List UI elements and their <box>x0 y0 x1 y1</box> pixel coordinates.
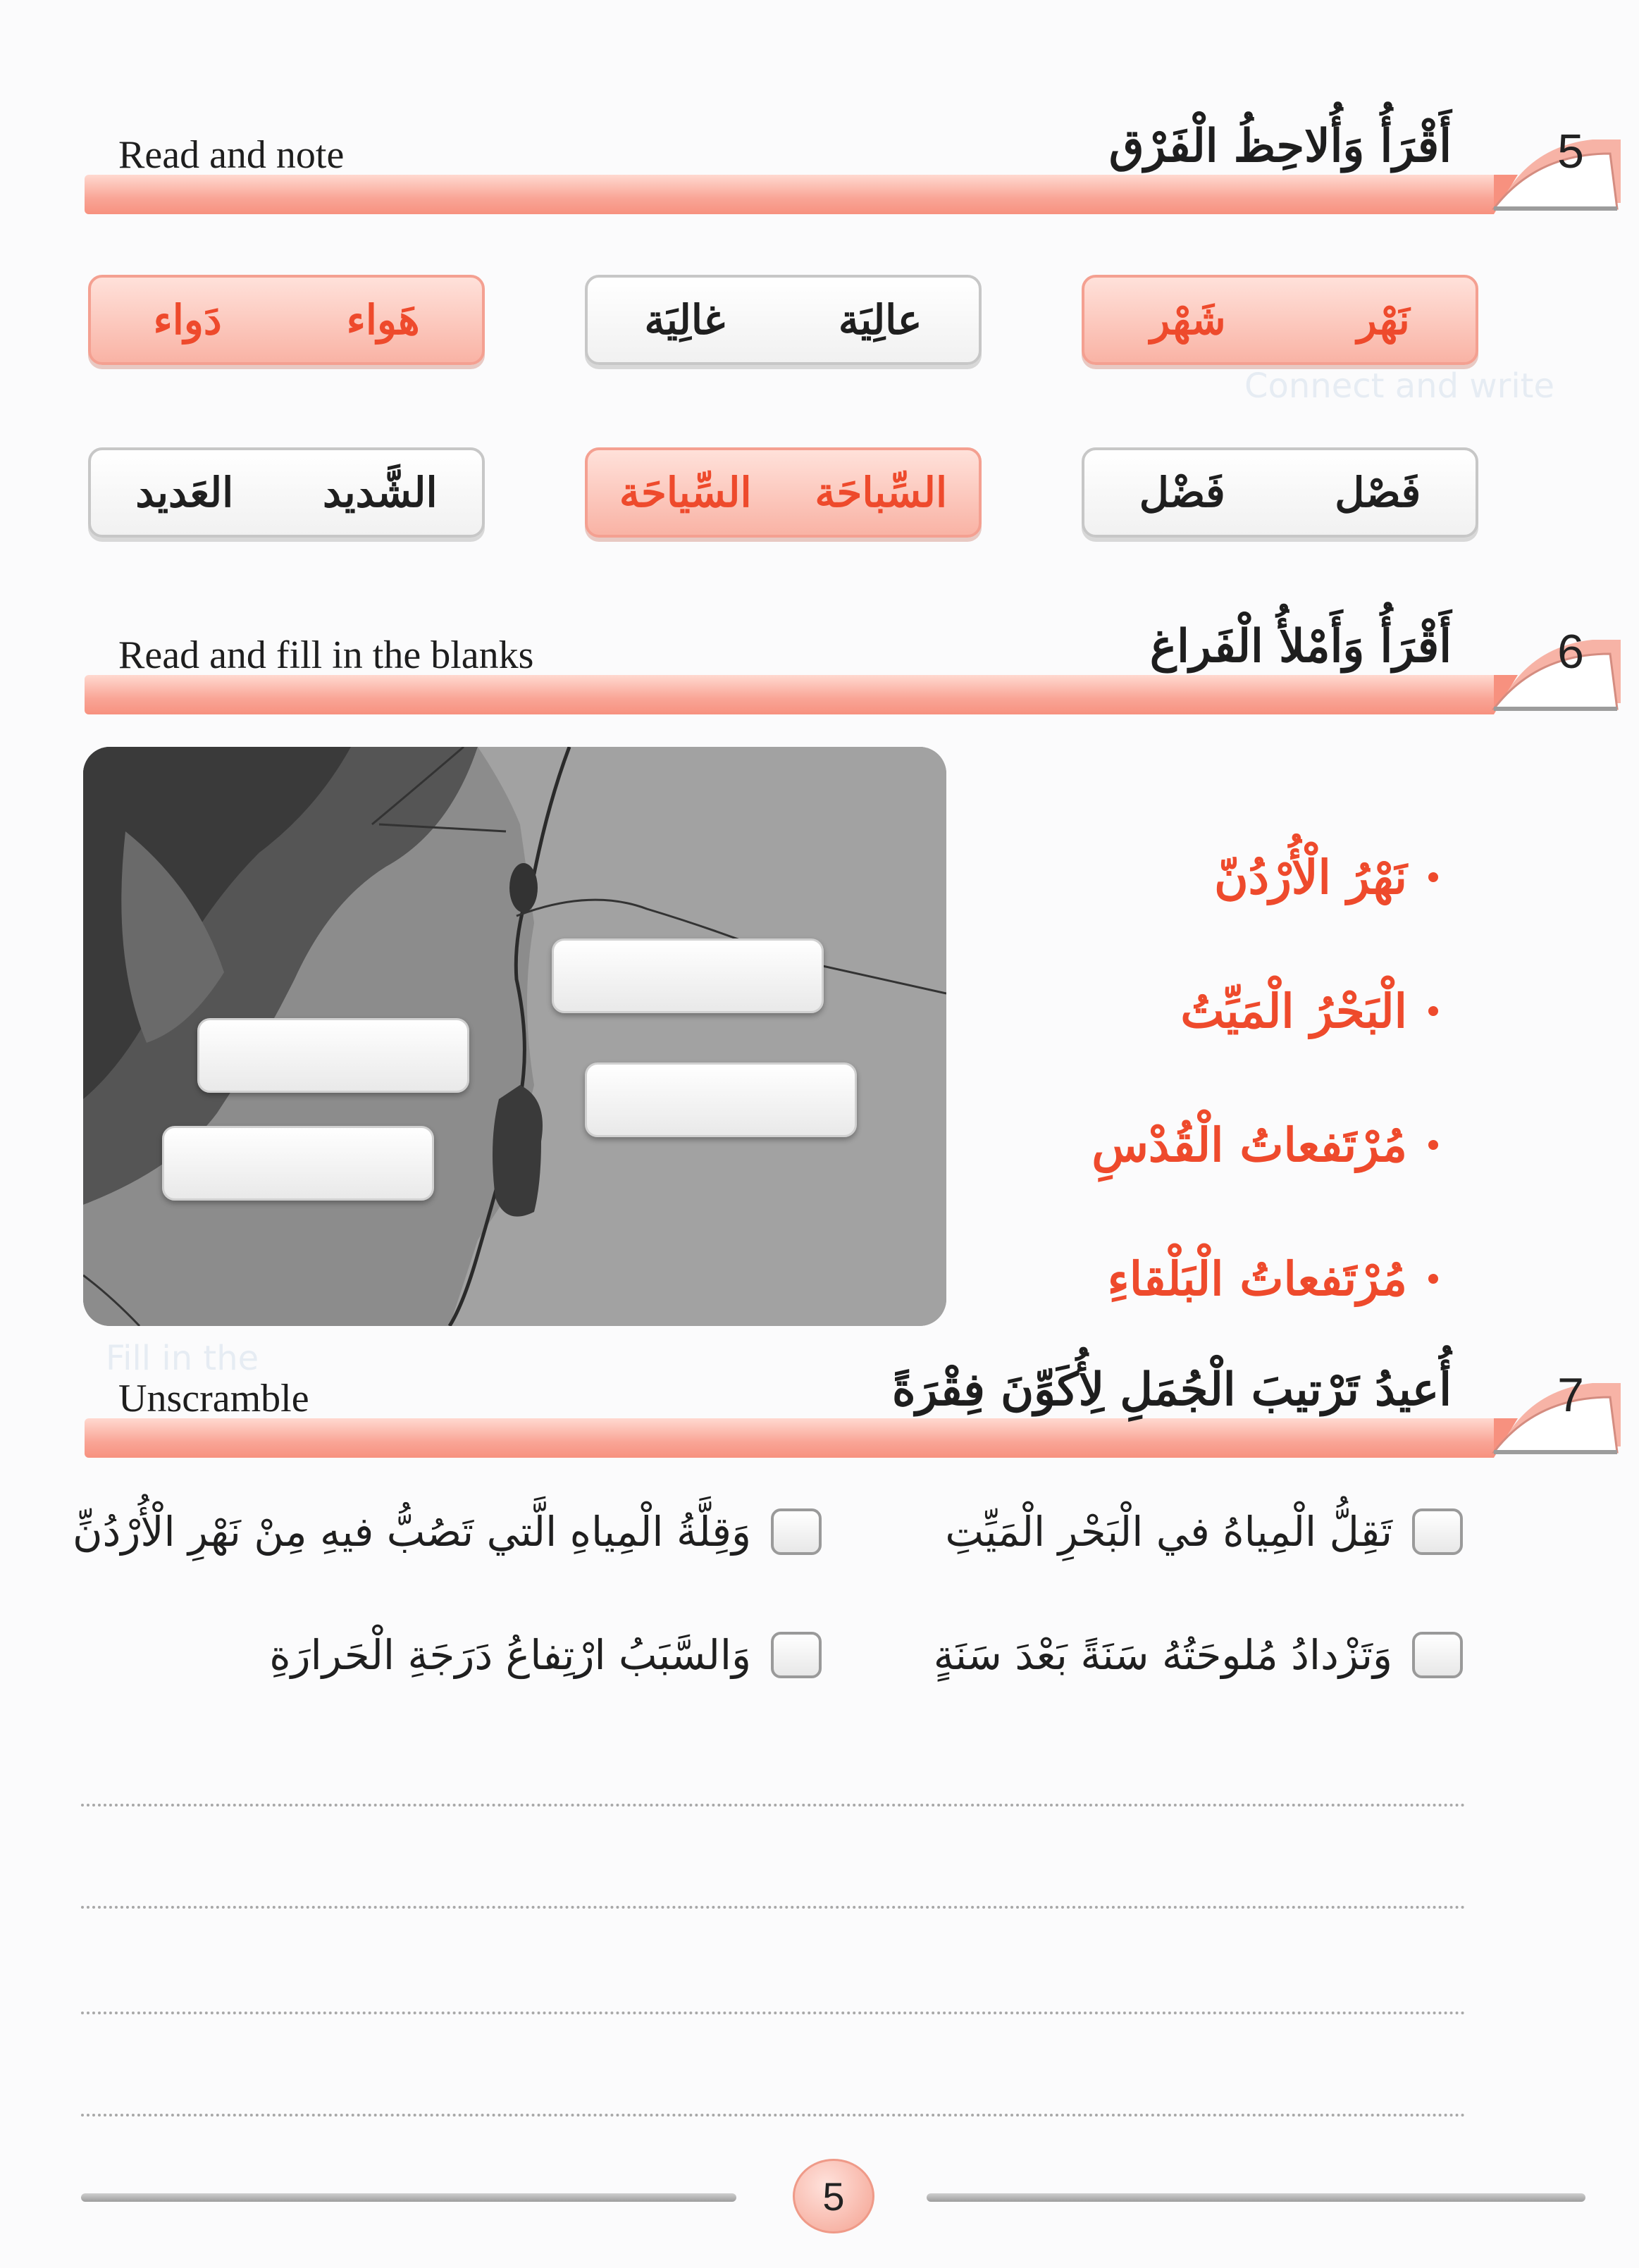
section-band <box>85 175 1494 214</box>
word: دَواء <box>153 296 222 344</box>
section-7-header <box>85 1349 1621 1455</box>
section-title-ar: أَقْرَأُ وَأَمْلأُ الْفَراغ <box>1149 620 1452 673</box>
writing-line[interactable] <box>81 2012 1466 2014</box>
word: فَصْل <box>1335 469 1421 516</box>
writing-line[interactable] <box>81 1906 1466 1909</box>
order-checkbox[interactable] <box>1412 1632 1463 1678</box>
word: السِّباحَة <box>815 469 948 516</box>
section-band <box>85 675 1494 714</box>
section-title-en: Read and fill in the blanks <box>118 633 534 677</box>
sentence-text: تَقِلُّ الْمِياهُ في الْبَحْرِ الْمَيِّتِ <box>945 1508 1392 1556</box>
map-label-blank[interactable] <box>197 1018 469 1093</box>
word: عالِيَة <box>838 296 922 344</box>
section-title-ar: أُعيدُ تَرْتيبَ الْجُمَلِ لِأُكَوِّنَ فِقْرَةً <box>892 1363 1452 1416</box>
bullet-icon <box>1428 1140 1438 1150</box>
list-item <box>1091 1078 1438 1212</box>
section-title-ar: أَقْرَأُ وَأُلاحِظُ الْفَرْق <box>1108 120 1452 173</box>
section-6-header <box>85 606 1621 712</box>
word: هَواء <box>346 296 420 344</box>
word: الْبَحْرُ الْمَيِّتُ <box>1180 984 1407 1039</box>
order-checkbox[interactable] <box>771 1632 822 1678</box>
list-item <box>1091 944 1438 1078</box>
footer-rule <box>927 2193 1585 2202</box>
book-tab-icon <box>1487 125 1621 217</box>
list-item <box>1091 1212 1438 1346</box>
word: السِّياحَة <box>619 469 752 516</box>
page-number: 5 <box>793 2159 874 2233</box>
section-number: 7 <box>1557 1368 1584 1422</box>
word-pair-box <box>585 447 982 538</box>
sentence-item <box>934 1631 1463 1679</box>
section-number: 5 <box>1557 125 1584 178</box>
book-tab-icon <box>1487 1369 1621 1461</box>
bullet-icon <box>1428 872 1438 882</box>
word-pair-box <box>1082 447 1478 538</box>
word: العَديد <box>135 469 234 516</box>
section-number: 6 <box>1557 625 1584 678</box>
word: مُرْتَفعاتُ الْقُدْسِ <box>1091 1117 1407 1172</box>
bullet-icon <box>1428 1274 1438 1284</box>
sentence-item <box>269 1631 822 1679</box>
word: نَهْر <box>1356 296 1410 344</box>
footer-rule <box>81 2193 736 2202</box>
map-image <box>83 747 946 1326</box>
map-label-blank[interactable] <box>162 1126 434 1201</box>
word-pair-box <box>585 275 982 365</box>
writing-line[interactable] <box>81 2114 1466 2117</box>
word-pair-box <box>88 447 485 538</box>
sentence-text: وَتَزْدادُ مُلوحَتُهُ سَنَةً بَعْدَ سَنَةٍ <box>933 1631 1392 1679</box>
section-title-en: Read and note <box>118 133 345 177</box>
book-tab-icon <box>1487 626 1621 717</box>
order-checkbox[interactable] <box>1412 1508 1463 1555</box>
section-band <box>85 1418 1494 1458</box>
word: مُرْتَفعاتُ الْبَلْقاءِ <box>1107 1251 1407 1306</box>
sentence-item <box>945 1508 1463 1556</box>
sentence-text: وَقِلَّةُ الْمِياهِ الَّتي تَصُبُّ فيهِ مِنْ نَهْرِ الْأُرْدُنِّ <box>72 1508 751 1556</box>
section-title-en: Unscramble <box>118 1377 309 1420</box>
section-5-header <box>85 106 1621 211</box>
word: غالِيَة <box>644 296 725 344</box>
bleed-through-text: Connect and write <box>1244 366 1554 406</box>
order-checkbox[interactable] <box>771 1508 822 1555</box>
word: الشَّديد <box>323 469 438 516</box>
map-label-blank[interactable] <box>585 1062 857 1137</box>
blank-word-list <box>1091 810 1438 1346</box>
word-pair-box <box>1082 275 1478 365</box>
word: فَضْل <box>1139 469 1225 516</box>
map-label-blank[interactable] <box>552 938 824 1013</box>
word: نَهْرُ الْأُرْدُنّ <box>1214 850 1407 905</box>
list-item <box>1091 810 1438 944</box>
word-pair-box <box>88 275 485 365</box>
bleed-through-text: Fill in the <box>106 1339 259 1378</box>
sentence-item <box>73 1508 822 1556</box>
sentence-text: وَالسَّبَبُ ارْتِفاعُ دَرَجَةِ الْحَرارَةِ <box>269 1631 751 1679</box>
bullet-icon <box>1428 1006 1438 1016</box>
word: شَهْر <box>1150 296 1226 344</box>
writing-line[interactable] <box>81 1804 1466 1807</box>
